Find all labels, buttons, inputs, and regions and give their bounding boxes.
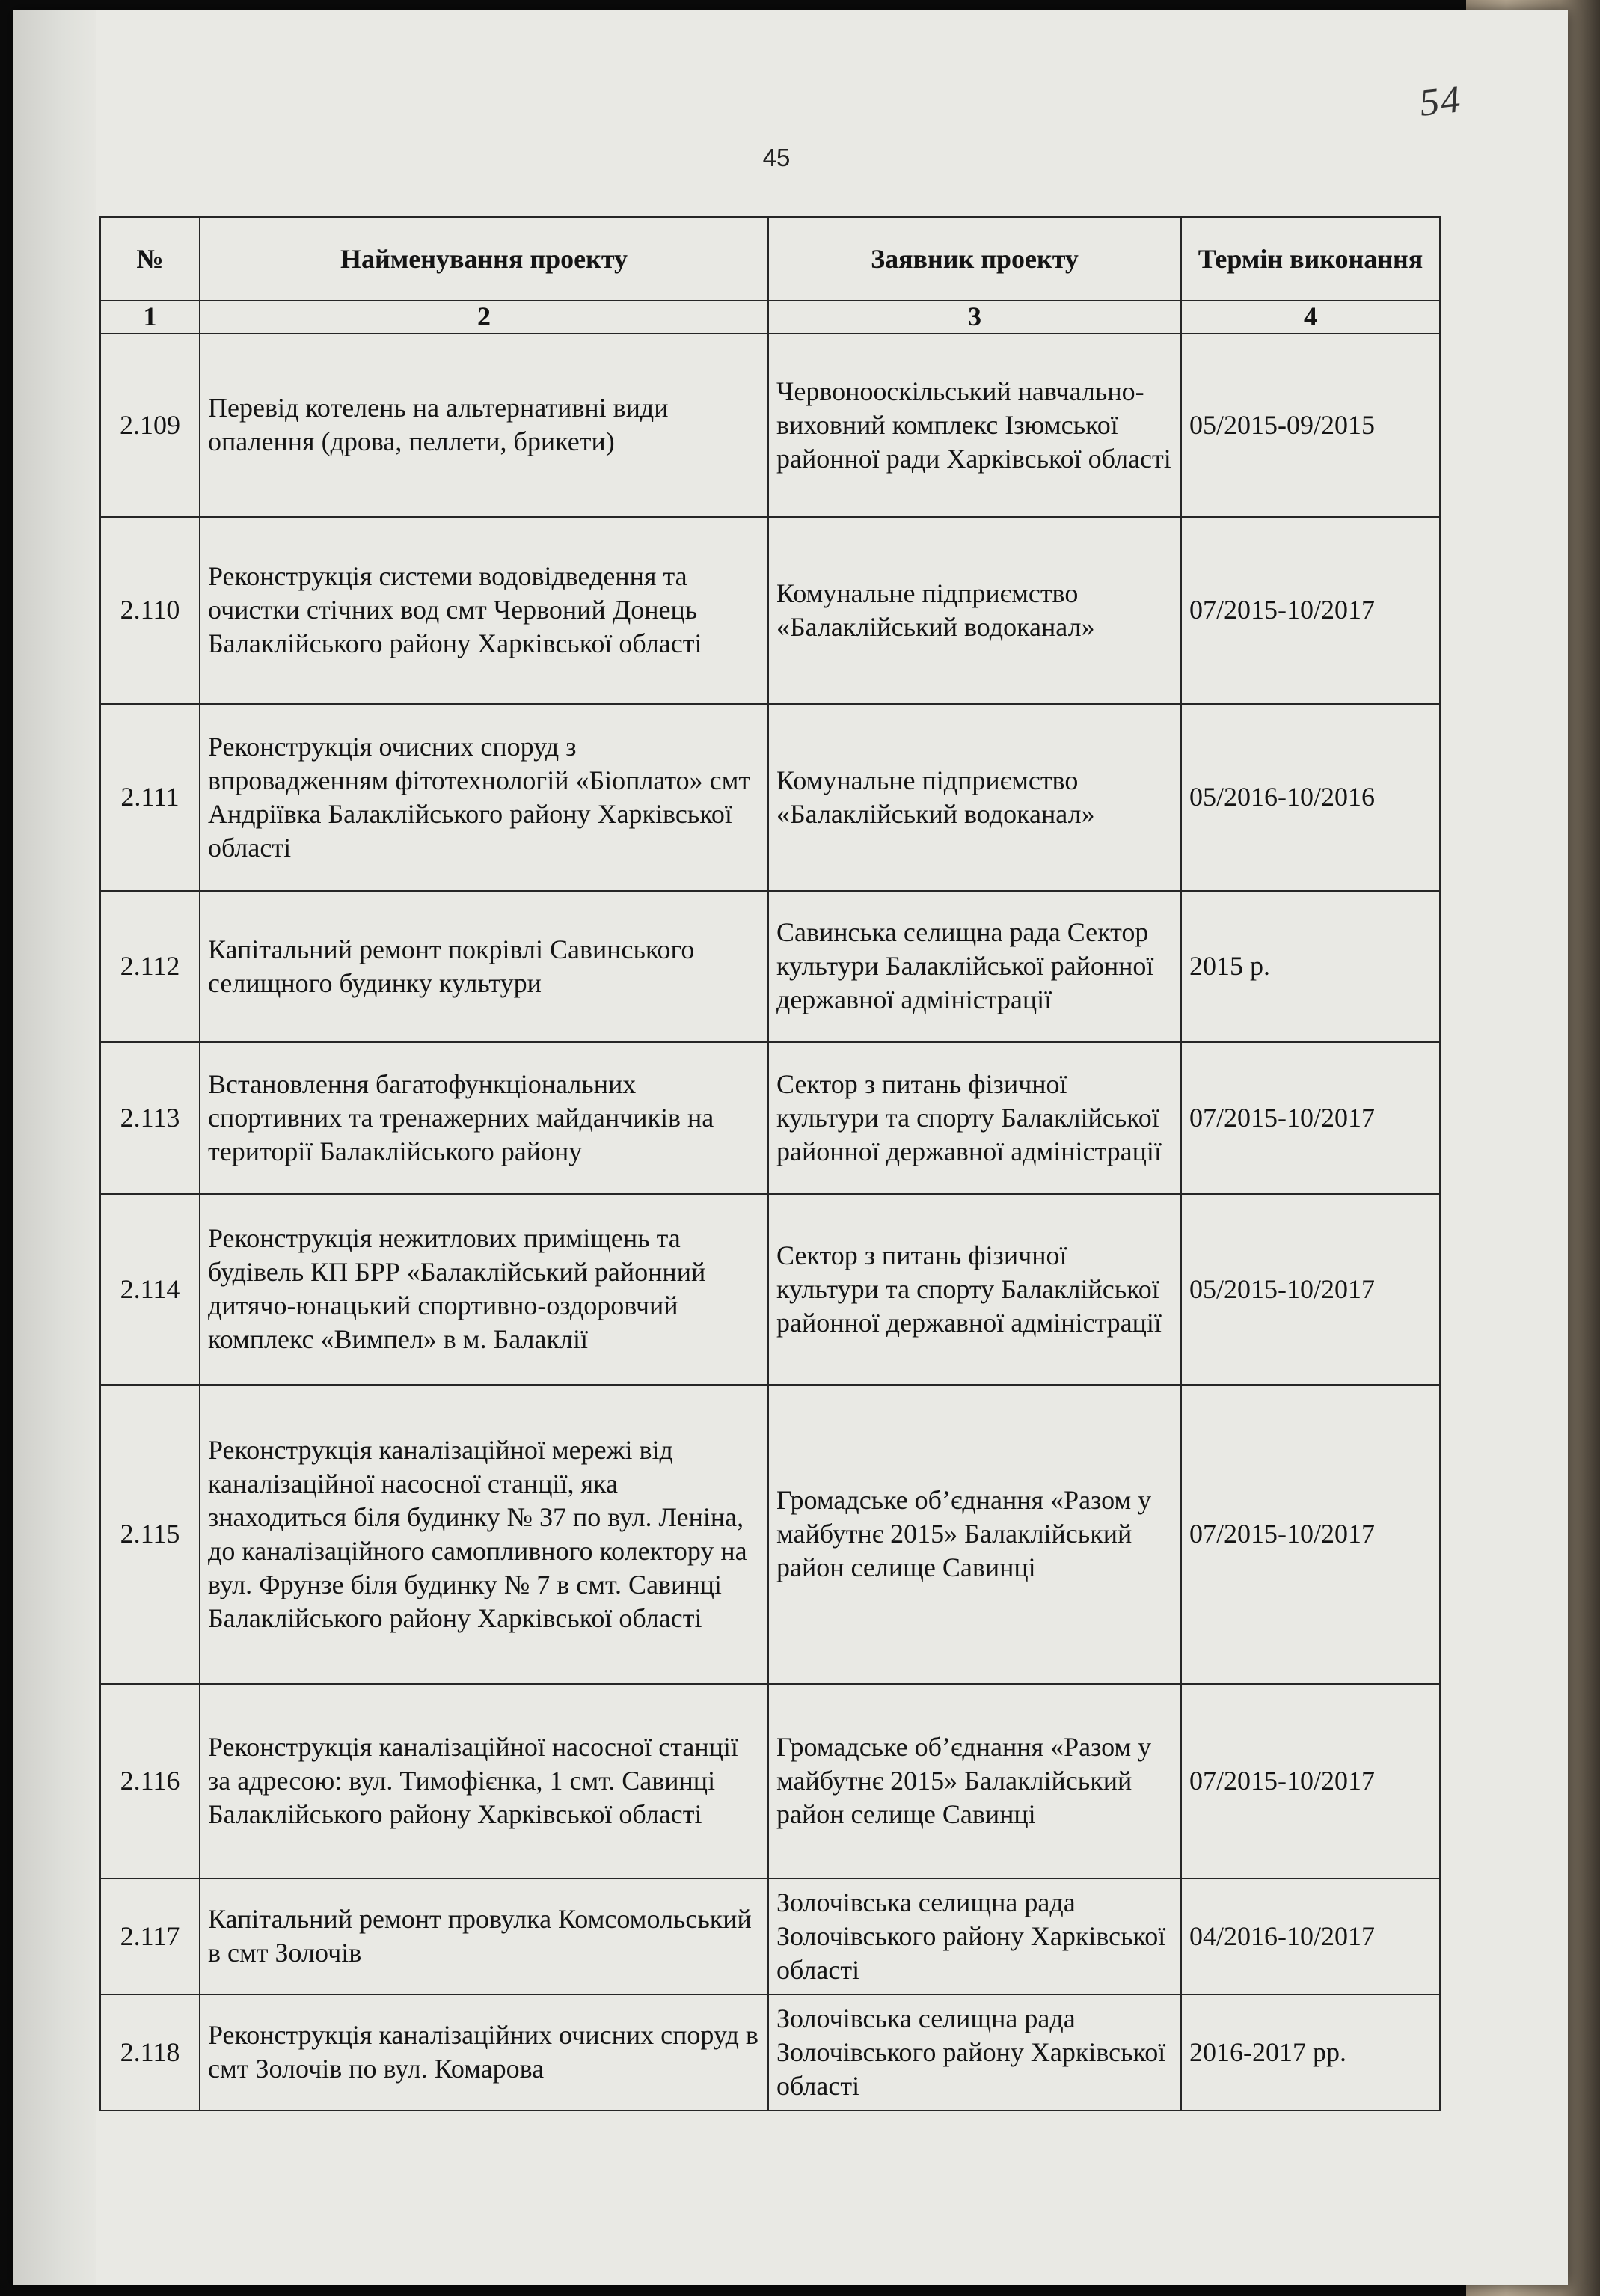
table-row xyxy=(100,1995,1440,2110)
project-name: Реконструкція каналізаційної насосної станції за адресою: вул. Тимофієнка, 1 смт. Савинці Балаклійського району Харківської області xyxy=(200,1684,768,1879)
project-applicant: Комунальне підприємство «Балаклійський водоканал» xyxy=(768,517,1181,704)
page-number: 45 xyxy=(762,144,791,171)
project-name: Реконструкція системи водовідведення та очистки стічних вод смт Червоний Донець Балаклійського району Харківської області xyxy=(200,517,768,704)
project-applicant: Червоноoскільський навчально-виховний комплекс Ізюмської районної ради Харківської області xyxy=(768,334,1181,517)
project-term: 2015 р. xyxy=(1181,891,1440,1042)
project-applicant: Сектор з питань фізичної культури та спорту Балаклійської районної державної адміністрації xyxy=(768,1042,1181,1194)
row-number: 2.118 xyxy=(100,1995,200,2110)
table-header-row xyxy=(100,217,1440,301)
project-applicant: Громадське об’єднання «Разом у майбутнє 2015» Балаклійський район селище Савинці xyxy=(768,1385,1181,1684)
project-name: Встановлення багатофункціональних спортивних та тренажерних майданчиків на території Балаклійського району xyxy=(200,1042,768,1194)
project-term: 07/2015-10/2017 xyxy=(1181,1684,1440,1879)
project-term: 2016-2017 рр. xyxy=(1181,1995,1440,2110)
header-project-name: Найменування проекту xyxy=(200,217,768,301)
table-row xyxy=(100,1684,1440,1879)
header-applicant: Заявник проекту xyxy=(768,217,1181,301)
project-name: Капітальний ремонт провулка Комсомольський в смт Золочів xyxy=(200,1879,768,1995)
row-number: 2.114 xyxy=(100,1194,200,1385)
project-term: 05/2016-10/2016 xyxy=(1181,704,1440,891)
table-row xyxy=(100,1385,1440,1684)
column-index: 4 xyxy=(1181,301,1440,334)
project-applicant: Громадське об’єднання «Разом у майбутнє 2015» Балаклійський район селище Савинці xyxy=(768,1684,1181,1879)
row-number: 2.112 xyxy=(100,891,200,1042)
project-name: Реконструкція каналізаційної мережі від каналізаційної насосної станції, яка знаходиться біля будинку № 37 по вул. Леніна, до каналізаційного самопливного колектору на вул. Фрунзе біля будинку № 7 в смт. Савинці Балаклійського району Харківської області xyxy=(200,1385,768,1684)
project-applicant: Сектор з питань фізичної культури та спорту Балаклійської районної державної адміністрації xyxy=(768,1194,1181,1385)
row-number: 2.111 xyxy=(100,704,200,891)
row-number: 2.113 xyxy=(100,1042,200,1194)
column-index: 2 xyxy=(200,301,768,334)
header-term: Термін виконання xyxy=(1181,217,1440,301)
page-spine-shadow xyxy=(13,10,96,2285)
project-term: 04/2016-10/2017 xyxy=(1181,1879,1440,1995)
project-term: 07/2015-10/2017 xyxy=(1181,517,1440,704)
project-applicant: Золочівська селищна рада Золочівського району Харківської області xyxy=(768,1995,1181,2110)
project-term: 05/2015-09/2015 xyxy=(1181,334,1440,517)
table-row xyxy=(100,1042,1440,1194)
table-row xyxy=(100,1879,1440,1995)
project-term: 05/2015-10/2017 xyxy=(1181,1194,1440,1385)
projects-table xyxy=(99,216,1441,2111)
column-index: 3 xyxy=(768,301,1181,334)
row-number: 2.117 xyxy=(100,1879,200,1995)
project-name: Реконструкція очисних споруд з впровадженням фітотехнологій «Біоплато» смт Андріївка Балаклійського району Харківської області xyxy=(200,704,768,891)
row-number: 2.116 xyxy=(100,1684,200,1879)
table-row xyxy=(100,704,1440,891)
project-term: 07/2015-10/2017 xyxy=(1181,1042,1440,1194)
row-number: 2.109 xyxy=(100,334,200,517)
project-applicant: Золочівська селищна рада Золочівського району Харківської області xyxy=(768,1879,1181,1995)
row-number: 2.115 xyxy=(100,1385,200,1684)
row-number: 2.110 xyxy=(100,517,200,704)
project-name: Капітальний ремонт покрівлі Савинського селищного будинку культури xyxy=(200,891,768,1042)
table-row xyxy=(100,1194,1440,1385)
table-row xyxy=(100,334,1440,517)
project-name: Реконструкція нежитлових приміщень та будівель КП БРР «Балаклійський районний дитячо-юнацький спортивно-оздоровчий комплекс «Вимпел» в м. Балаклії xyxy=(200,1194,768,1385)
column-index: 1 xyxy=(100,301,200,334)
header-number: № xyxy=(100,217,200,301)
project-name: Перевід котелень на альтернативні види опалення (дрова, пеллети, брикети) xyxy=(200,334,768,517)
handwritten-page-number: 54 xyxy=(1417,78,1464,125)
table-row xyxy=(100,517,1440,704)
document-page xyxy=(13,10,1568,2285)
project-applicant: Комунальне підприємство «Балаклійський водоканал» xyxy=(768,704,1181,891)
project-applicant: Савинська селищна рада Сектор культури Балаклійської районної державної адміністрації xyxy=(768,891,1181,1042)
table-row xyxy=(100,891,1440,1042)
table-index-row xyxy=(100,301,1440,334)
project-term: 07/2015-10/2017 xyxy=(1181,1385,1440,1684)
project-name: Реконструкція каналізаційних очисних споруд в смт Золочів по вул. Комарова xyxy=(200,1995,768,2110)
